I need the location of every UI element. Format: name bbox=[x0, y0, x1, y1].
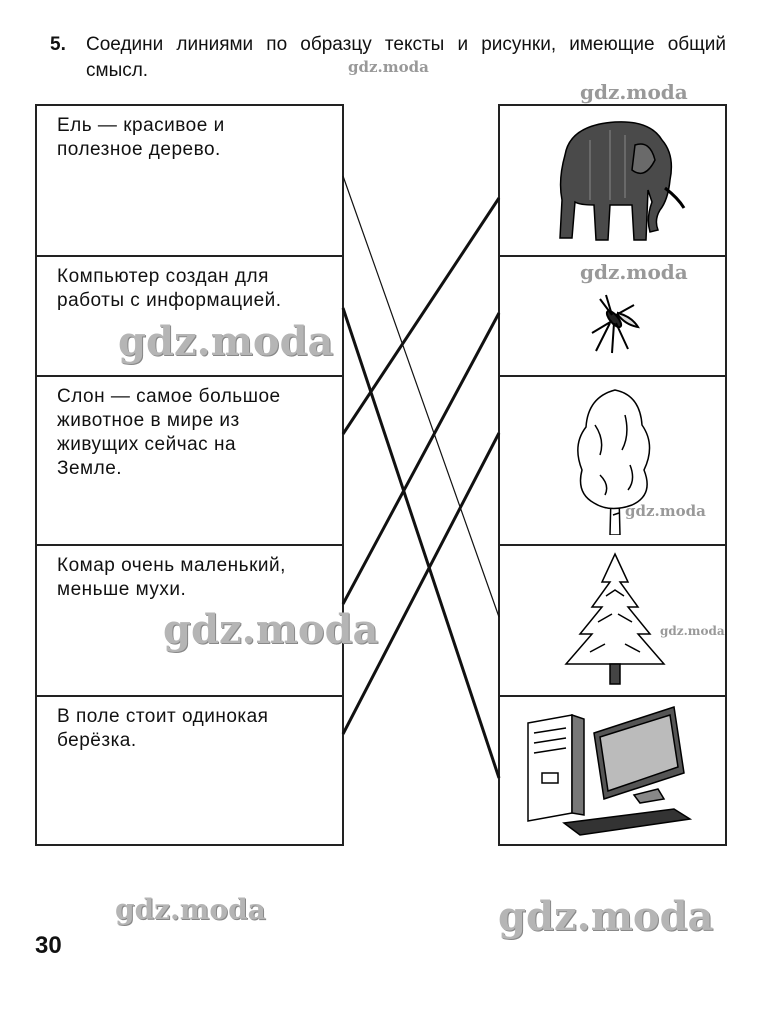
text-computer: Компьютер создан для работы с информацией. bbox=[57, 266, 282, 311]
text-elephant: Слон — самое большое животное в мире из живущих сейчас на Земле. bbox=[57, 386, 281, 479]
watermark: gdz.moda bbox=[580, 260, 688, 284]
connection-line-4 bbox=[343, 433, 499, 734]
watermark: gdz.moda bbox=[580, 80, 688, 104]
text-fir: Ель — красивое и полезное дерево. bbox=[57, 115, 225, 160]
watermark: gdz.moda bbox=[163, 606, 379, 653]
watermark: gdz.moda bbox=[115, 893, 266, 926]
watermark: gdz.moda bbox=[498, 893, 714, 940]
watermark: gdz.moda bbox=[118, 318, 334, 365]
text-mosquito: Комар очень маленький, меньше мухи. bbox=[57, 555, 286, 600]
watermark: gdz.moda bbox=[625, 502, 706, 520]
page-number: 30 bbox=[35, 932, 62, 959]
connection-line-1 bbox=[343, 308, 499, 778]
text-birch: В поле стоит одинокая берёзка. bbox=[57, 706, 269, 751]
watermark: gdz.moda bbox=[660, 624, 725, 638]
task-text: Соедини линиями по образцу тексты и рисунки, имеющие общий смысл. bbox=[86, 34, 726, 81]
connection-line-2 bbox=[343, 198, 499, 434]
connection-line-3 bbox=[343, 313, 499, 604]
watermark: gdz.moda bbox=[348, 58, 429, 76]
task-number: 5. bbox=[50, 34, 66, 55]
